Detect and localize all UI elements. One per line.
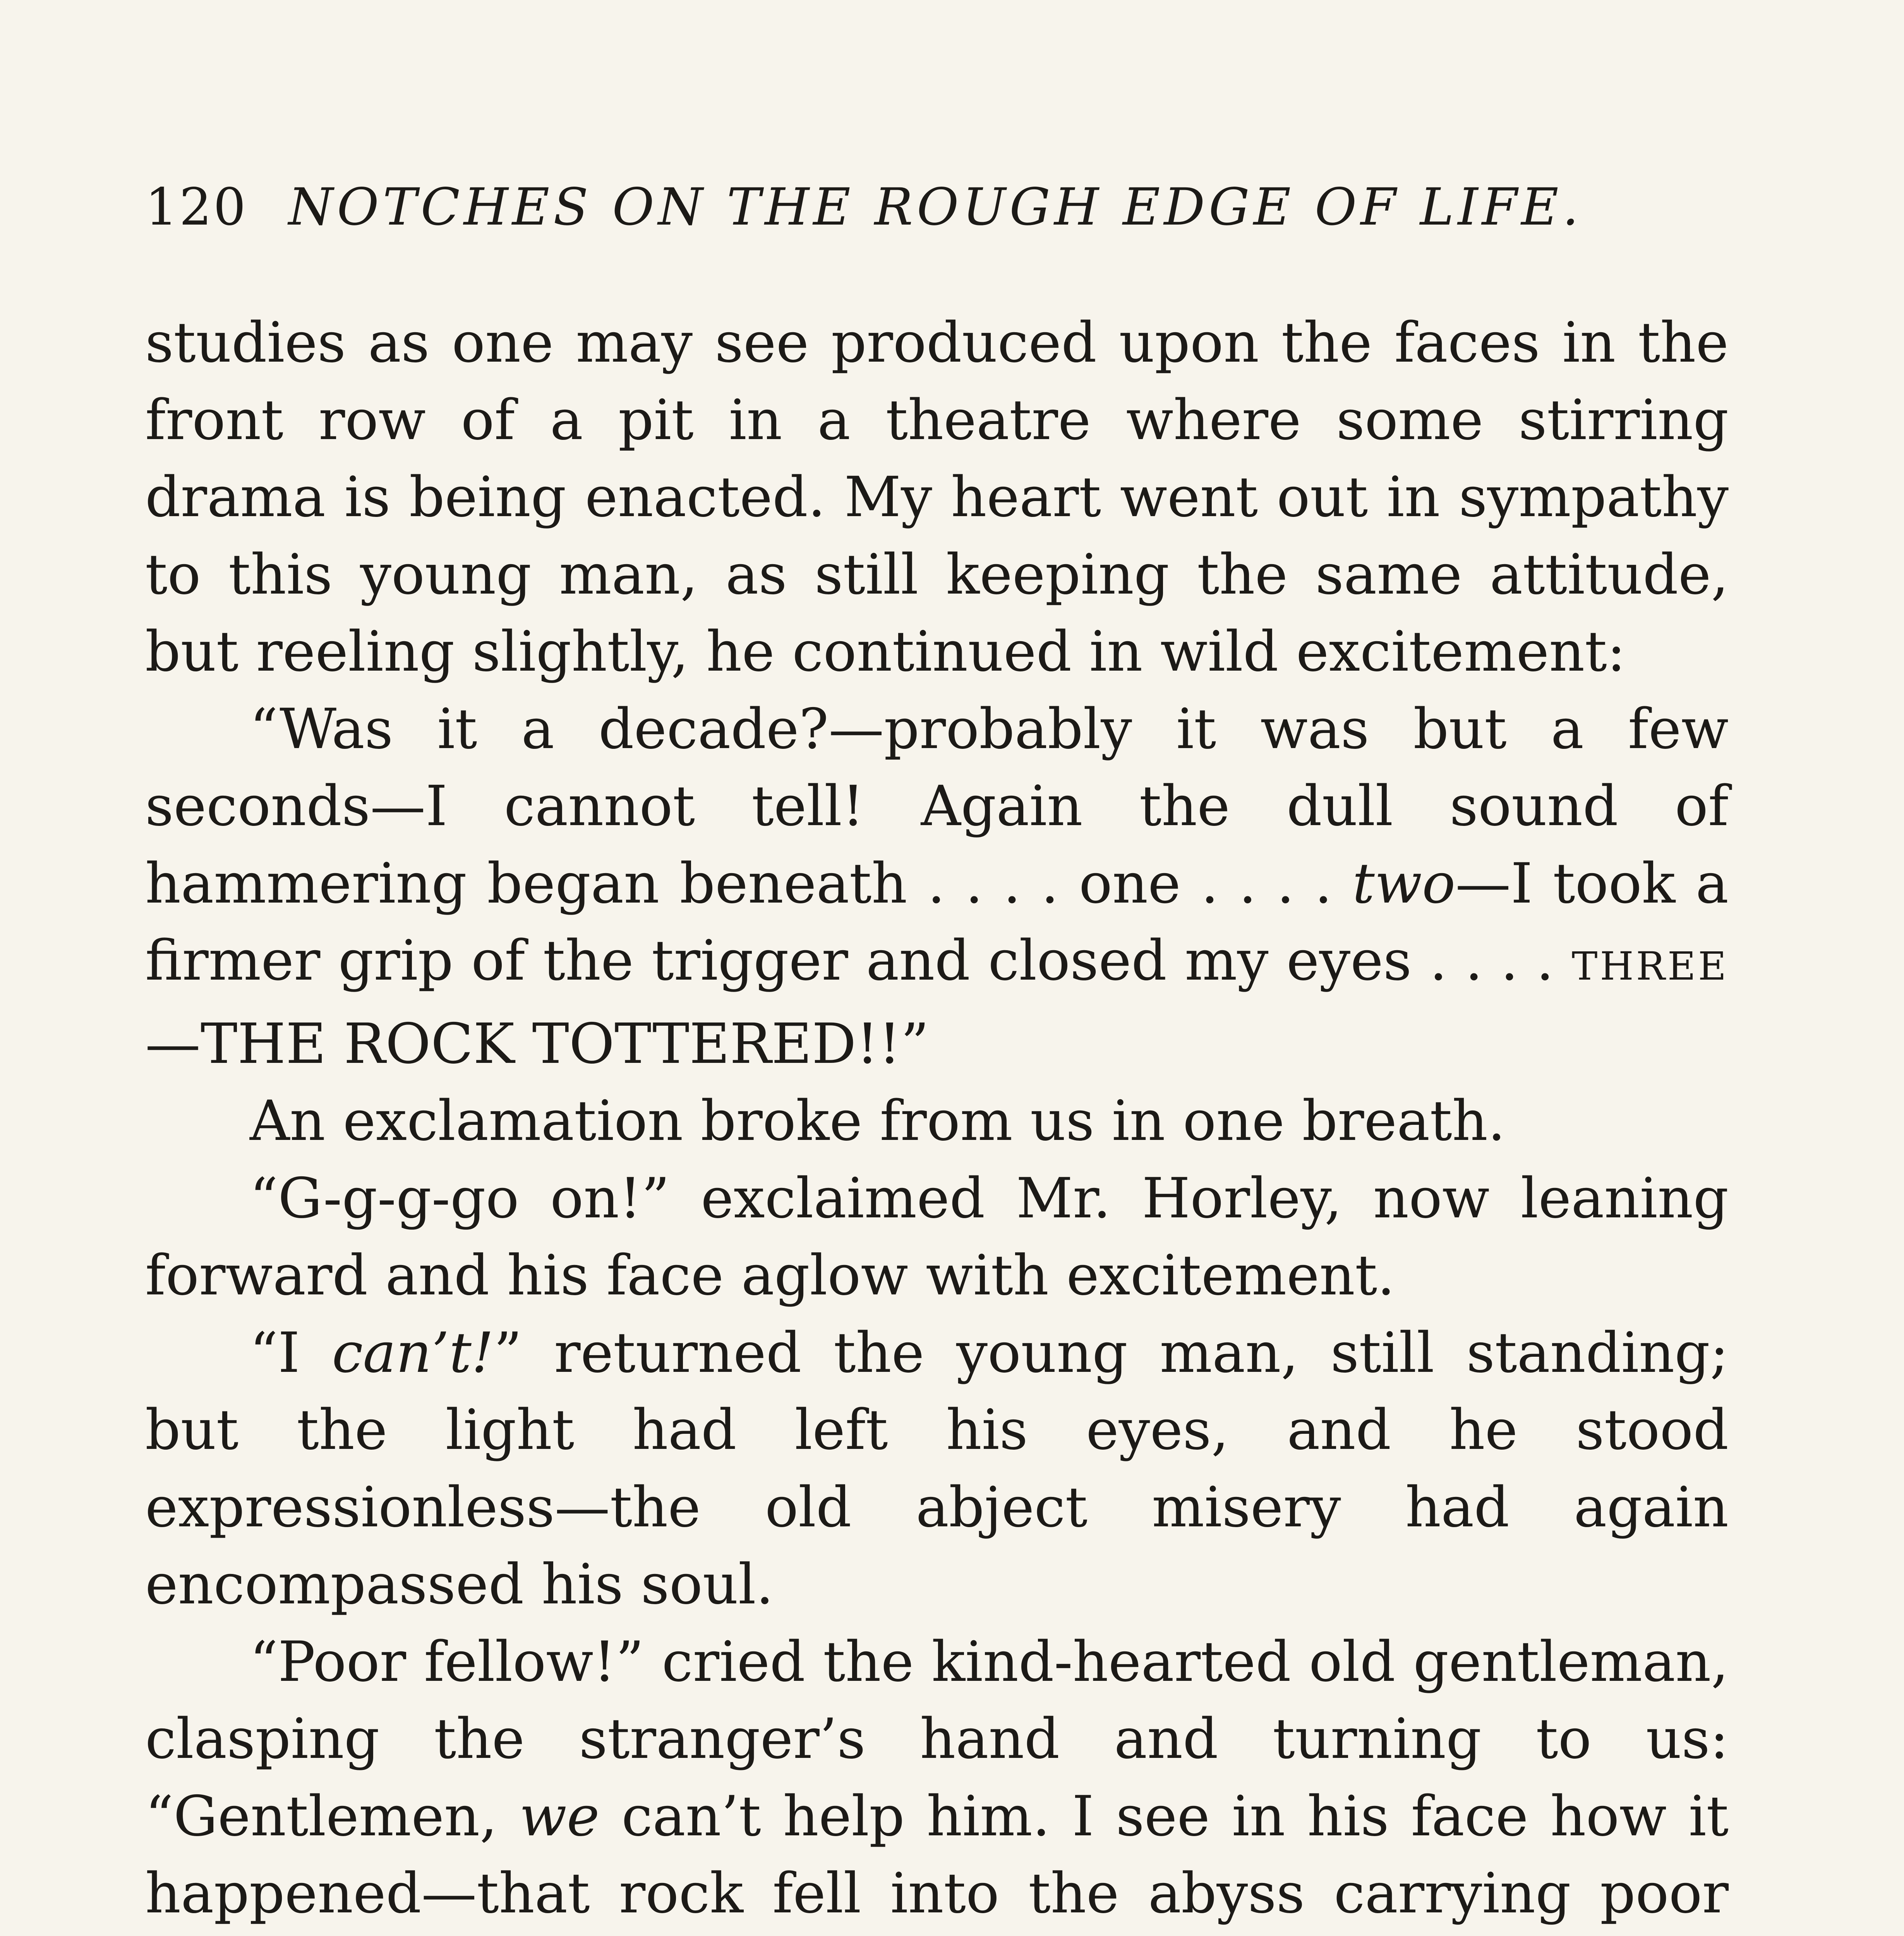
paragraph-5-text-a: “I xyxy=(250,1320,332,1385)
paragraph-6-text-a: “Poor fellow!” cried the kind-hearted old gentleman, clasping the stranger’s hand and turning to us: “Gentlemen, xyxy=(145,1629,1729,1848)
paragraph-6-italic: we xyxy=(519,1783,600,1848)
paragraph-2-italic: two xyxy=(1352,851,1456,916)
paragraph-6 xyxy=(145,1623,1729,1936)
paragraph-1 xyxy=(145,304,1729,690)
page-number: 120 xyxy=(145,177,247,237)
paragraph-1-text: studies as one may see produced upon the faces in the front row of a pit in a theatre where some stirring drama is being enacted. My heart went out in sympathy to this young man, as still keeping the same attitude, but reeling slightly, he continued in wild excitement: xyxy=(145,310,1729,684)
body-text xyxy=(145,304,1729,1936)
paragraph-5-italic: can’t! xyxy=(332,1320,494,1385)
running-title: NOTCHES ON THE ROUGH EDGE OF LIFE. xyxy=(288,177,1583,237)
paragraph-2-text-b: —I took a firmer grip of the trigger and closed my eyes . . . . xyxy=(145,851,1729,993)
paragraph-2 xyxy=(145,690,1729,1083)
paragraph-4-text: “G-g-g-go on!” exclaimed Mr. Horley, now leaning forward and his face aglow with excitement. xyxy=(145,1165,1729,1308)
paragraph-4 xyxy=(145,1160,1729,1314)
paragraph-5 xyxy=(145,1314,1729,1623)
paragraph-2-text-c: —THE ROCK TOTTERED!!” xyxy=(145,1011,929,1076)
paragraph-3-text: An exclamation broke from us in one breath. xyxy=(250,1088,1506,1153)
paragraph-6-text-b: can’t help him. I see in his face how it happened—that rock fell into the abyss carrying poor xyxy=(145,1783,1729,1926)
paragraph-3 xyxy=(145,1082,1729,1160)
running-head xyxy=(145,170,1732,244)
paragraph-2-text-a: “Was it a decade?—probably it was but a few seconds—I cannot tell! Again the dull sound of hammering began beneath . . . . one . . . . xyxy=(145,696,1729,916)
paragraph-5-text-b: ” returned the young man, still standing; but the light had left his eyes, and he stood expressionless—the old abject misery had again encompassed his soul. xyxy=(145,1320,1729,1617)
paragraph-2-smallcaps: THREE xyxy=(1571,944,1729,989)
